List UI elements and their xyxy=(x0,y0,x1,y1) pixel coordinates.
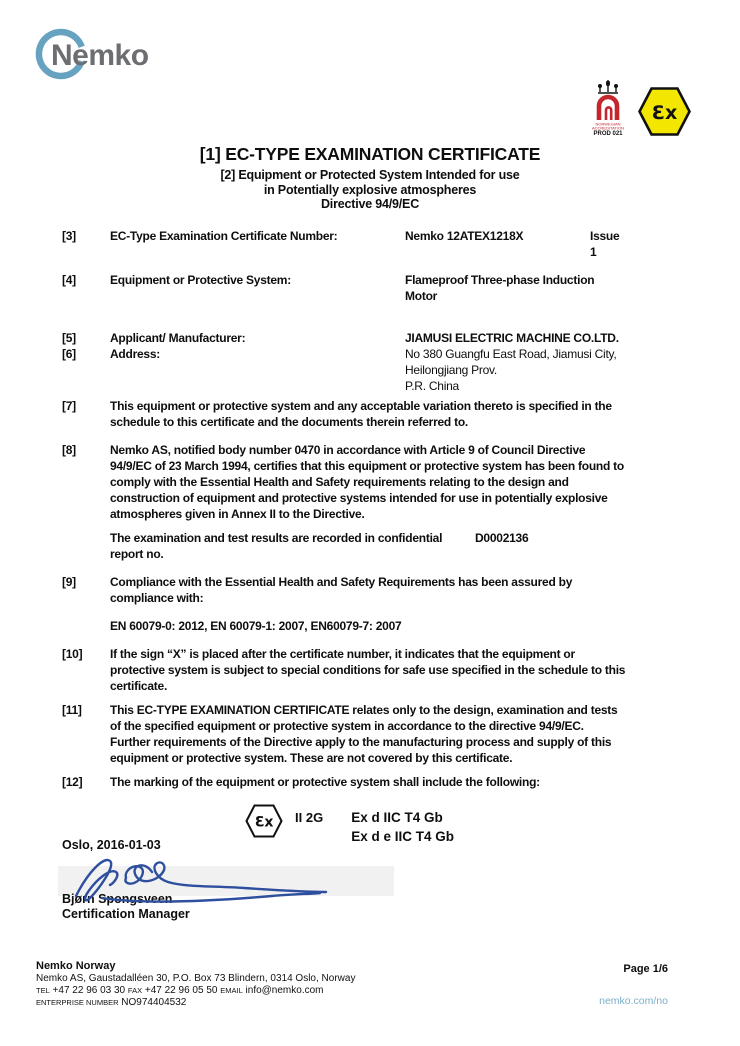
footer-company: Nemko Norway xyxy=(36,960,116,972)
signatory-name: Bjørn Spongsveen xyxy=(62,892,173,906)
enterprise-value: NO974404532 xyxy=(121,997,187,1008)
signature-block xyxy=(62,838,422,922)
logo-text: Nemko xyxy=(51,39,149,72)
report-text-line-1: The examination and test results are recorded in confidential xyxy=(110,531,443,545)
cert-issue: Issue 1 xyxy=(590,229,620,259)
marking-code-1: Ex d IIC T4 Gb xyxy=(351,810,443,825)
footer-contact xyxy=(36,960,355,1009)
place-and-date: Oslo, 2016-01-03 xyxy=(62,838,161,852)
item-number-9: [9] xyxy=(62,575,76,589)
field-certificate-number xyxy=(62,228,628,260)
applicant-value: JIAMUSI ELECTRIC MACHINE CO.LTD. xyxy=(405,331,619,345)
item-number-8: [8] xyxy=(62,443,76,457)
accreditation-text-2: ACCREDITATION xyxy=(591,125,625,131)
badges xyxy=(586,78,691,136)
tel-label: TEL xyxy=(36,986,50,995)
enterprise-label: ENTERPRISE NUMBER xyxy=(36,998,119,1007)
certificate-body xyxy=(62,228,628,846)
fax-label: FAX xyxy=(127,986,143,995)
certificate-title: [1] EC-TYPE EXAMINATION CERTIFICATE xyxy=(199,144,541,164)
address-label: Address: xyxy=(110,347,161,361)
tel-value: +47 22 96 03 30 xyxy=(52,985,126,996)
email-value: info@nemko.com xyxy=(245,985,324,996)
equipment-label: Equipment or Protective System: xyxy=(110,273,291,287)
certificate-subtitle-2: in Potentially explosive atmospheres xyxy=(263,182,477,197)
standards-list: EN 60079-0: 2012, EN 60079-1: 2007, EN60079-7: 2007 xyxy=(110,619,402,633)
clause-8 xyxy=(62,442,628,562)
report-text-line-2: report no. xyxy=(110,547,164,561)
ex-marking-symbol: Ɛx xyxy=(254,814,274,831)
fax-value: +47 22 96 05 50 xyxy=(144,985,218,996)
field-address xyxy=(62,346,628,394)
atex-ex-badge xyxy=(638,87,691,136)
cert-number-label: EC-Type Examination Certificate Number: xyxy=(110,229,338,243)
ex-symbol-text: Ɛx xyxy=(651,102,678,124)
clause-11 xyxy=(62,702,628,766)
clause-11-text-1: This EC-TYPE EXAMINATION CERTIFICATE relates only to the design, examination and tests of the specified equipment or protective system in accordance to the directive 94/9/EC. xyxy=(110,703,618,733)
cert-number-value: Nemko 12ATEX1218X xyxy=(405,229,524,243)
ex-marking-badge xyxy=(245,804,283,838)
certificate-directive: Directive 94/9/EC xyxy=(320,197,420,211)
item-number-3: [3] xyxy=(62,229,76,243)
accreditation-symbol xyxy=(599,97,617,120)
clause-7 xyxy=(62,398,628,430)
address-value xyxy=(405,346,616,394)
equipment-value: Flameproof Three-phase Induction Motor xyxy=(405,273,595,303)
clause-10 xyxy=(62,646,628,694)
footer-contact-line xyxy=(36,985,355,997)
clause-7-text: This equipment or protective system and any acceptable variation thereto is specified in the schedule to this certificate and the documents therein referred to. xyxy=(110,399,612,429)
clause-9-text: Compliance with the Essential Health and Safety Requirements has been assured by compliance with: xyxy=(110,575,573,605)
clause-9 xyxy=(62,574,628,634)
report-number: D0002136 xyxy=(475,531,529,545)
norwegian-accreditation-badge xyxy=(586,78,630,136)
accreditation-text-1: NORWEGIAN xyxy=(595,121,621,127)
nemko-logo xyxy=(34,26,174,89)
address-line-1: No 380 Guangfu East Road, Jiamusi City, xyxy=(405,347,617,361)
item-number-5: [5] xyxy=(62,331,76,345)
applicant-label: Applicant/ Manufacturer: xyxy=(110,331,246,345)
address-line-3: P.R. China xyxy=(405,379,459,393)
page-indicator: Page 1/6 xyxy=(623,963,668,975)
certificate-subtitle-1: [2] Equipment or Protected System Intended for use xyxy=(220,168,520,182)
item-number-4: [4] xyxy=(62,273,76,287)
field-equipment xyxy=(62,272,628,304)
report-reference xyxy=(110,530,628,562)
item-number-12: [12] xyxy=(62,775,83,789)
clause-10-text: If the sign “X” is placed after the certificate number, it indicates that the equipment or protective system is subject to special conditions for safe use specified in the schedule to this certificate. xyxy=(110,647,626,693)
field-applicant xyxy=(62,330,628,346)
clause-11-text-2: Further requirements of the Directive apply to the manufacturing process and supply of this equipment or protective system. These are not covered by this certificate. xyxy=(110,735,612,765)
website-link: nemko.com/no xyxy=(599,995,668,1007)
email-label: EMAIL xyxy=(220,986,243,995)
clause-12 xyxy=(62,774,628,790)
nemko-logo-graphic xyxy=(34,26,174,84)
marking-group: II 2G xyxy=(295,810,324,825)
item-number-10: [10] xyxy=(62,647,83,661)
marking-code-2: Ex d e IIC T4 Gb xyxy=(351,829,454,844)
item-number-7: [7] xyxy=(62,399,76,413)
footer-address: Nemko AS, Gaustadalléen 30, P.O. Box 73 Blindern, 0314 Oslo, Norway xyxy=(36,973,356,984)
address-line-2: Heilongjiang Prov. xyxy=(405,363,497,377)
item-number-6: [6] xyxy=(62,347,76,361)
item-number-11: [11] xyxy=(62,703,82,717)
accreditation-prod: PROD 021 xyxy=(593,131,623,136)
clause-8-text: Nemko AS, notified body number 0470 in accordance with Article 9 of Council Directive 94/9/EC of 23 March 1994, certifies that this equipment or protective system has been found to comply with the Essential Health and Safety requirements relating to the design and construction of equipment and protective systems intended for use in potentially explosive atmospheres given in Annex II to the Directive. xyxy=(110,443,624,521)
footer-enterprise-line xyxy=(36,997,355,1009)
title-block xyxy=(0,144,740,212)
crown-icon xyxy=(598,80,618,93)
signatory-role: Certification Manager xyxy=(62,907,190,921)
clause-12-text: The marking of the equipment or protective system shall include the following: xyxy=(110,775,540,789)
